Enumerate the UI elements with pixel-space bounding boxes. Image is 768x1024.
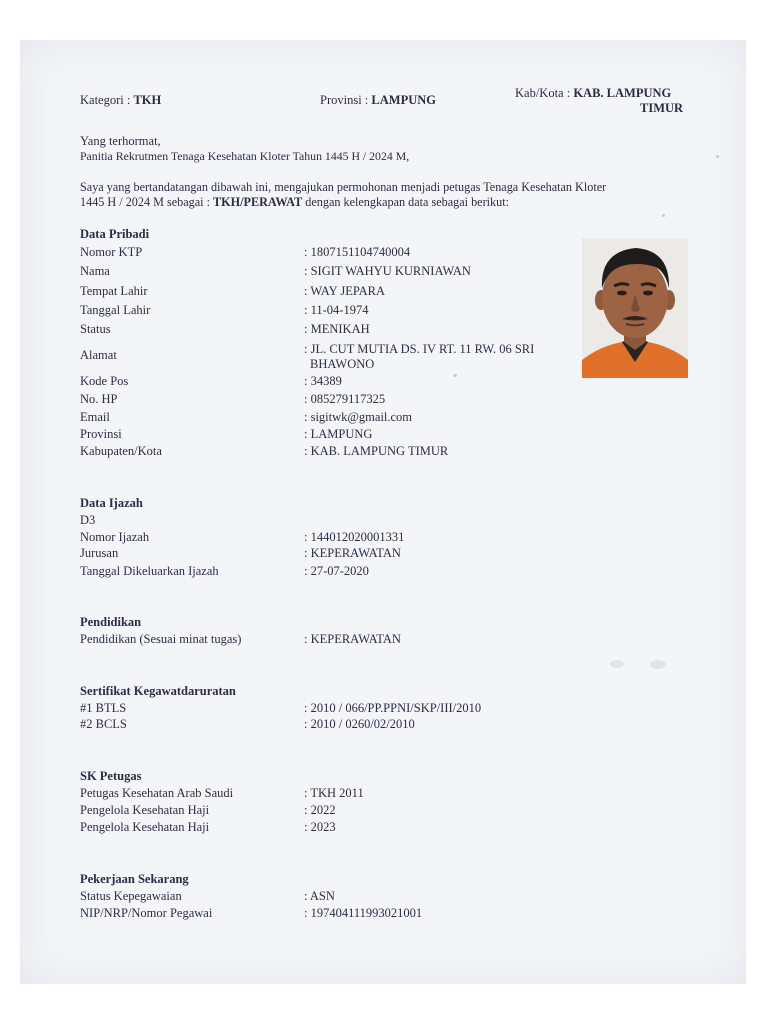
arab-saudi-value: : TKH 2011 [304,786,364,800]
kabupaten-label: Kabupaten/Kota [80,444,162,458]
nomor-ijazah-label: Nomor Ijazah [80,530,150,544]
nip-label: NIP/NRP/Nomor Pegawai [80,906,213,920]
section-pendidikan: Pendidikan [80,615,142,629]
scan-speck [716,155,719,158]
jurusan-value: : KEPERAWATAN [304,546,401,560]
arab-saudi-label: Petugas Kesehatan Arab Saudi [80,786,234,800]
scan-smudge [610,660,624,668]
nip-value: : 197404111993021001 [304,906,423,920]
intro-line2-prefix: 1445 H / 2024 M sebagai : [80,195,214,209]
kabupaten-value: : KAB. LAMPUNG TIMUR [304,444,449,458]
scan-speck [453,374,457,377]
alamat-label: Alamat [80,348,117,362]
tanggal-lahir-value: : 11-04-1974 [304,303,369,317]
bcls-value: : 2010 / 0260/02/2010 [304,717,415,731]
section-data-ijazah: Data Ijazah [80,496,143,510]
kode-pos-label: Kode Pos [80,374,129,388]
scan-speck [662,214,665,217]
email-value: : sigitwk@gmail.com [304,410,413,424]
nomor-ijazah-value: : 144012020001331 [304,530,405,544]
intro-role: TKH/PERAWAT [213,195,303,209]
tanggal-ijazah-value: : 27-07-2020 [304,564,369,578]
applicant-photo [582,238,688,378]
kabkota-value-line1: KAB. LAMPUNG [573,86,672,100]
no-hp-value: : 085279117325 [304,392,386,406]
bcls-label: #2 BCLS [80,717,127,731]
kode-pos-value: : 34389 [304,374,342,388]
tanggal-lahir-label: Tanggal Lahir [80,303,151,317]
intro-line2-suffix: dengan kelengkapan data sebagai berikut: [302,195,509,209]
kabkota-value-line2: TIMUR [640,101,684,115]
haji-1-value: : 2022 [304,803,336,817]
provinsi-row-label: Provinsi [80,427,122,441]
provinsi-value: LAMPUNG [371,93,436,107]
email-label: Email [80,410,110,424]
pendidikan-label: Pendidikan (Sesuai minat tugas) [80,632,242,646]
provinsi-label: Provinsi : [320,93,372,107]
kategori-value: TKH [133,93,162,107]
intro-line2 [80,195,509,210]
provinsi-row-value: : LAMPUNG [304,427,373,441]
ijazah-jenjang: D3 [80,513,96,527]
btls-value: : 2010 / 066/PP.PPNI/SKP/III/2010 [304,701,482,715]
status-value: : MENIKAH [304,322,370,336]
nama-label: Nama [80,264,110,278]
ktp-label: Nomor KTP [80,245,143,259]
alamat-value-line2: BHAWONO [310,357,375,371]
salutation-line2: Panitia Rekrutmen Tenaga Kesehatan Kloter Tahun 1445 H / 2024 M, [80,149,410,163]
no-hp-label: No. HP [80,392,118,406]
tanggal-ijazah-label: Tanggal Dikeluarkan Ijazah [80,564,219,578]
portrait-icon [582,238,688,378]
provinsi [320,93,436,108]
jurusan-label: Jurusan [80,546,119,560]
kategori [80,93,161,108]
section-sertifikat: Sertifikat Kegawatdaruratan [80,684,236,698]
kategori-label: Kategori : [80,93,134,107]
alamat-value-line1: : JL. CUT MUTIA DS. IV RT. 11 RW. 06 SRI [304,342,535,356]
salutation-line1: Yang terhormat, [80,134,161,148]
btls-label: #1 BTLS [80,701,127,715]
section-sk-petugas: SK Petugas [80,769,142,783]
pendidikan-value: : KEPERAWATAN [304,632,401,646]
haji-2-label: Pengelola Kesehatan Haji [80,820,210,834]
haji-1-label: Pengelola Kesehatan Haji [80,803,210,817]
section-pekerjaan: Pekerjaan Sekarang [80,872,189,886]
ktp-value: : 1807151104740004 [304,245,411,259]
status-kepegawaian-label: Status Kepegawaian [80,889,182,903]
kabkota [515,86,671,101]
kabkota-label: Kab/Kota : [515,86,574,100]
tempat-lahir-value: : WAY JEPARA [304,284,386,298]
status-kepegawaian-value: : ASN [304,889,335,903]
tempat-lahir-label: Tempat Lahir [80,284,148,298]
haji-2-value: : 2023 [304,820,336,834]
status-label: Status [80,322,111,336]
nama-value: : SIGIT WAHYU KURNIAWAN [304,264,471,278]
intro-line1: Saya yang bertandatangan dibawah ini, mengajukan permohonan menjadi petugas Tenaga Kesehatan Kloter [80,180,607,194]
section-data-pribadi: Data Pribadi [80,227,150,241]
scan-smudge [650,660,666,669]
